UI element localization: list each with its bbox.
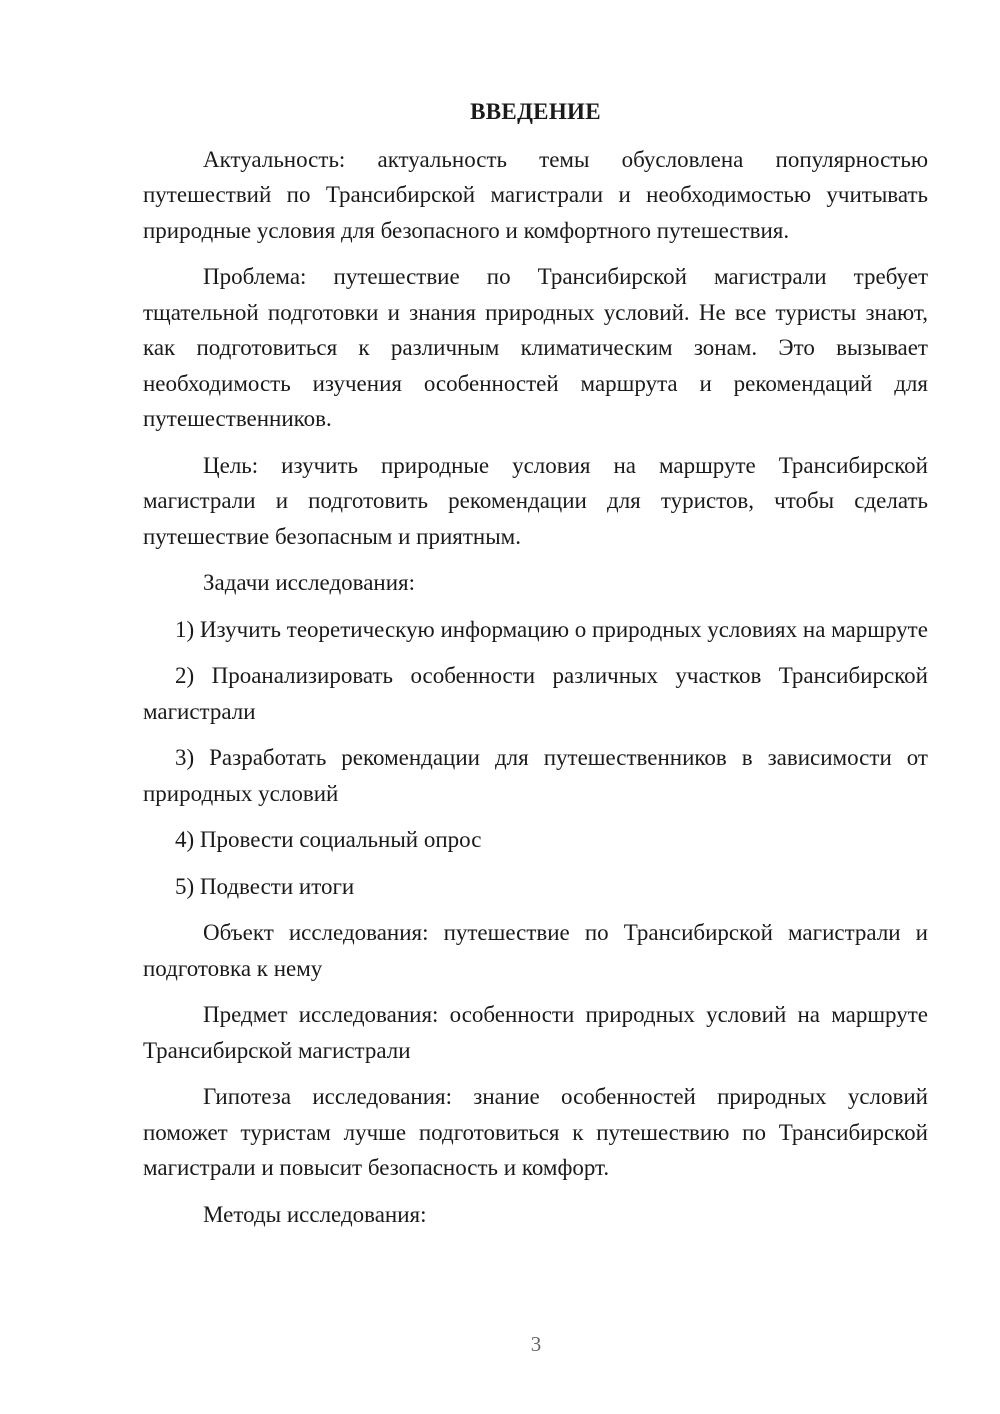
hypothesis-paragraph: Гипотеза исследования: знание особенностей природных условий поможет туристам лучше подготовиться к путешествию по Трансибирской магистрали и повысит безопасность и комфорт. [143,1084,928,1180]
task-item-4: 4) Провести социальный опрос [175,827,482,852]
relevance-paragraph: Актуальность: актуальность темы обусловлена популярностью путешествий по Трансибирской магистрали и необходимостью учитывать природные условия для безопасного и комфортного путешествия. [143,146,928,243]
page-content [143,94,928,1243]
tasks-heading: Задачи исследования: [203,570,416,595]
problem-paragraph: Проблема: путешествие по Трансибирской магистрали требует тщательной подготовки и знания природных условий. Не все туристы знают, как подготовиться к различным климатическим зонам. Это вызывает необходимость изучения особенностей маршрута и рекомендаций для путешественников. [143,264,928,431]
task-item-2: 2) Проанализировать особенности различных участков Трансибирской магистрали [143,663,928,724]
section-title: ВВЕДЕНИЕ [470,99,601,124]
goal-paragraph: Цель: изучить природные условия на маршруте Трансибирской магистрали и подготовить рекомендации для туристов, чтобы сделать путешествие безопасным и приятным. [143,452,928,549]
task-item-1: 1) Изучить теоретическую информацию о природных условиях на маршруте [175,616,928,642]
subject-paragraph: Предмет исследования: особенности природных условий на маршруте Трансибирской магистрали [143,1002,928,1063]
task-item-3: 3) Разработать рекомендации для путешественников в зависимости от природных условий [143,745,928,806]
object-paragraph: Объект исследования: путешествие по Трансибирской магистрали и подготовка к нему [143,920,928,981]
methods-heading: Методы исследования: [203,1201,427,1227]
page-number: 3 [530,1332,542,1356]
task-item-5: 5) Подвести итоги [175,873,355,899]
